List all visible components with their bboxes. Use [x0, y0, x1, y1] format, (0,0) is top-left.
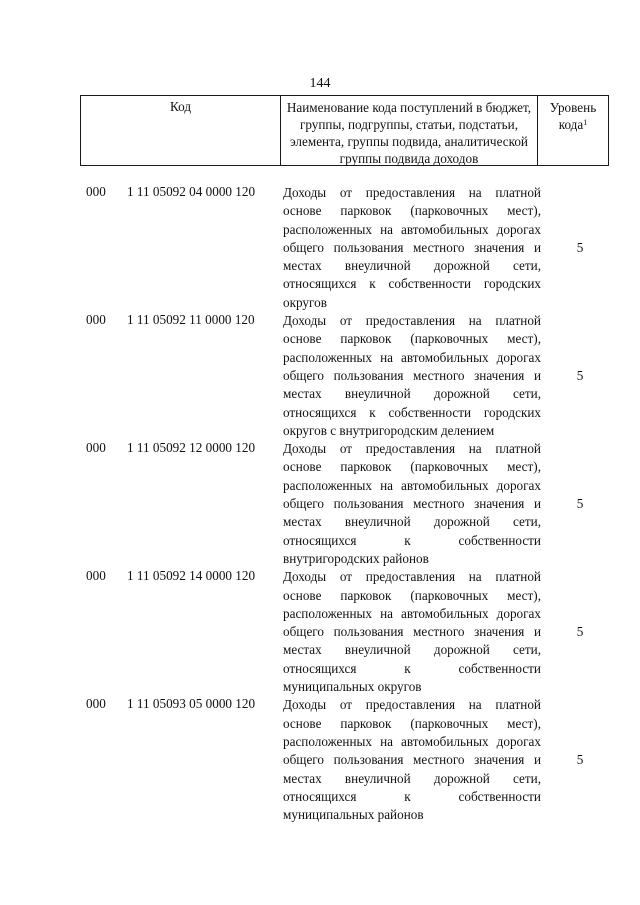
row-level: 5 [576, 368, 584, 384]
row-prefix: 000 [86, 440, 106, 456]
row-prefix: 000 [86, 568, 106, 584]
row-code: 1 11 05093 05 0000 120 [127, 696, 256, 712]
table-body [0, 184, 640, 824]
row-code: 1 11 05092 11 0000 120 [127, 312, 255, 328]
table-row [0, 184, 640, 312]
header-code: Код [81, 96, 281, 165]
table-row [0, 440, 640, 568]
row-code: 1 11 05092 04 0000 120 [127, 184, 256, 199]
row-name: Доходы от предоставления на платной основе парковок (парковочных мест), расположенных на автомобильных дорогах общего пользования местного значения и местах внеуличной дорожной сети, относящихся к собственности городских округов [283, 185, 541, 310]
row-code: 1 11 05092 14 0000 120 [127, 568, 256, 584]
row-level: 5 [576, 240, 584, 256]
table-row [0, 696, 640, 824]
row-level: 5 [576, 624, 584, 640]
table-row [0, 568, 640, 696]
header-level-footnote: 1 [583, 118, 588, 127]
row-prefix: 000 [86, 312, 106, 328]
row-name: Доходы от предоставления на платной основе парковок (парковочных мест), расположенных на автомобильных дорогах общего пользования местного значения и местах внеуличной дорожной сети, относящихся к собственности городских округов с внутригородским делением [283, 313, 541, 438]
row-prefix: 000 [86, 184, 106, 199]
row-name: Доходы от предоставления на платной основе парковок (парковочных мест), расположенных на автомобильных дорогах общего пользования местного значения и местах внеуличной дорожной сети, относящихся к собственности внутригородских районов [283, 441, 541, 566]
row-level: 5 [576, 752, 584, 768]
row-prefix: 000 [86, 696, 106, 712]
header-level-label: Уровень кода [549, 100, 597, 132]
page-number: 144 [309, 76, 331, 91]
row-code: 1 11 05092 12 0000 120 [127, 440, 256, 456]
header-level [538, 96, 608, 165]
table-header [80, 95, 609, 166]
row-name: Доходы от предоставления на платной основе парковок (парковочных мест), расположенных на автомобильных дорогах общего пользования местного значения и местах внеуличной дорожной сети, относящихся к собственности муниципальных районов [283, 697, 541, 823]
row-level: 5 [576, 496, 584, 512]
row-name: Доходы от предоставления на платной основе парковок (парковочных мест), расположенных на автомобильных дорогах общего пользования местного значения и местах внеуличной дорожной сети, относящихся к собственности муниципальных округов [283, 569, 541, 695]
table-row [0, 312, 640, 440]
header-name: Наименование кода поступлений в бюджет, группы, подгруппы, статьи, подстатьи, элемента, группы подвида, аналитической группы подвида доходов [281, 96, 538, 165]
